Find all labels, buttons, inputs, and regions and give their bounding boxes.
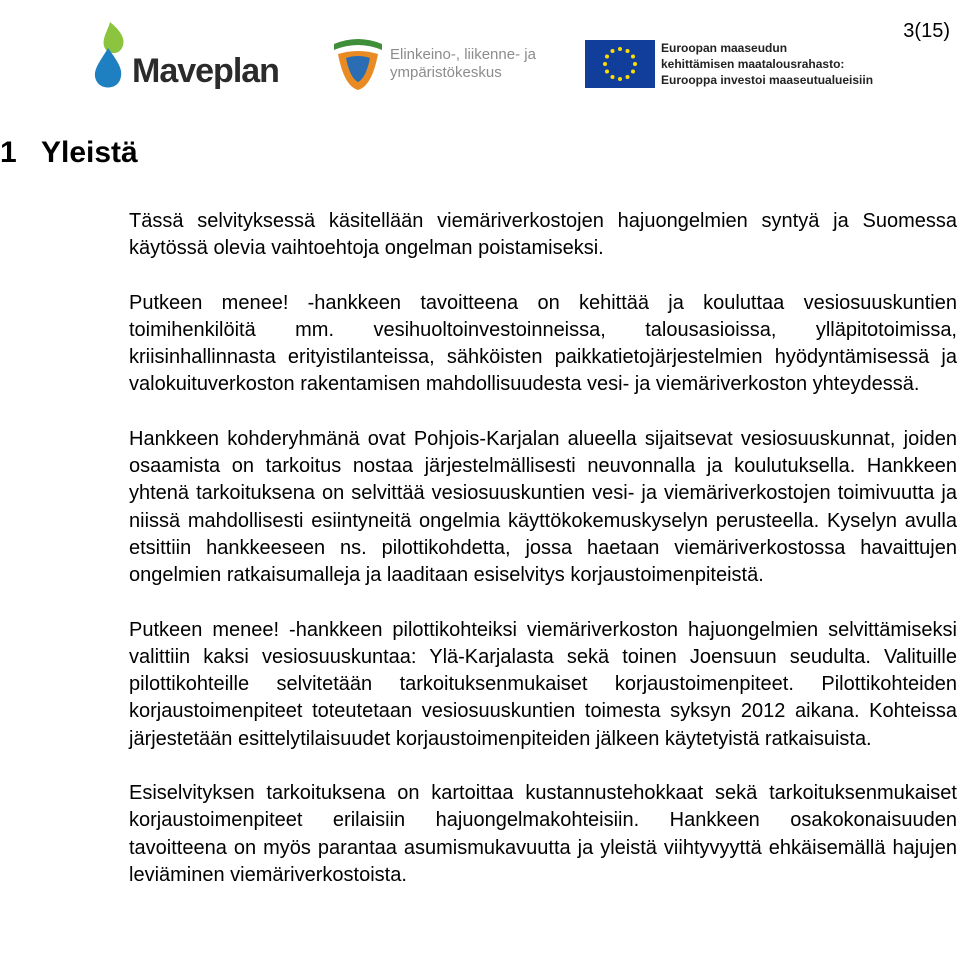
page-header (0, 0, 960, 118)
paragraph: Putkeen menee! -hankkeen tavoitteena on kehittää ja kouluttaa vesiosuuskuntien toimihenkilöitä mm. vesihuoltoinvestoinneissa, talousasioissa, ylläpitotoimissa, kriisinhallinnasta erityistilanteissa, sähköisten paikkatietojärjestelmien hyödyntämisessä ja valokuituverkoston rakentamisen mahdollisuudesta vesi- ja viemäriverkoston yhteydessä. (129, 291, 957, 396)
page-number: 3(15) (903, 20, 950, 42)
paragraph: Esiselvityksen tarkoituksena on kartoittaa kustannustehokkaat sekä tarkoituksenmukaiset korjaustoimenpiteet erilaisiin hajuongelmakohteisiin. Hankkeen osakokonaisuuden tavoitteena on myös parantaa asumismukavuutta ja yleistä viihtyvyyttä ehkäisemällä hajujen leviäminen viemäriverkostoista. (129, 782, 957, 886)
ely-name: Elinkeino-, liikenne- ja ympäristökeskus (390, 46, 536, 81)
ely-logo (330, 34, 550, 94)
section-heading (0, 136, 138, 170)
ely-emblem-icon (330, 34, 386, 92)
eu-flag-icon (585, 40, 655, 88)
paragraph: Putkeen menee! -hankkeen pilottikohteiksi viemäriverkoston hajuongelmien selvittämiseksi valittiin kaksi vesiosuuskuntaa: Ylä-Karjalasta sekä toinen Joensuun seudulta. Valituille pilottikohteille selvitetään tarkoituksenmukaiset korjaustoimenpiteet. Pilottikohteiden korjaustoimenpiteet toteutetaan vesiosuuskuntien toimesta syksyn 2012 aikana. Kohteissa järjestetään esittelytilaisuudet korjaustoimenpiteiden jälkeen käytetyistä ratkaisuista. (129, 618, 957, 750)
eu-fund-text: Euroopan maaseudun kehittämisen maatalousrahasto: Eurooppa investoi maaseutualueisiin (661, 41, 874, 87)
section-title: Yleistä (41, 136, 138, 169)
maveplan-wordmark: Maveplan (132, 52, 279, 90)
maveplan-logo (92, 18, 292, 98)
body-text (129, 208, 957, 916)
paragraph: Tässä selvityksessä käsitellään viemäriverkostojen hajuongelmien syntyä ja Suomessa käytössä olevia vaihtoehtoja ongelman poistamiseksi. (129, 210, 957, 260)
water-drop-icon (92, 18, 136, 98)
paragraph: Hankkeen kohderyhmänä ovat Pohjois-Karjalan alueella sijaitsevat vesiosuuskunnat, joiden osaamista on tarkoitus nostaa järjestelmällisesti neuvonnalla ja koulutuksella. Hankkeen yhtenä tarkoituksena on selvittää vesiosuuskuntien vesi- ja viemäriverkostojen toimivuutta ja niissä mahdollisesti esiintyneitä ongelmia käyttökokemuskyselyn perusteella. Kyselyn avulla etsittiin hankkeeseen ns. pilottikohdetta, jossa haetaan viemäriverkostossa havaittujen ongelmien ratkaisumalleja ja laaditaan esiselvitys korjaustoimenpiteistä. (129, 427, 957, 587)
eu-logo (585, 38, 875, 94)
section-number: 1 (0, 136, 17, 169)
